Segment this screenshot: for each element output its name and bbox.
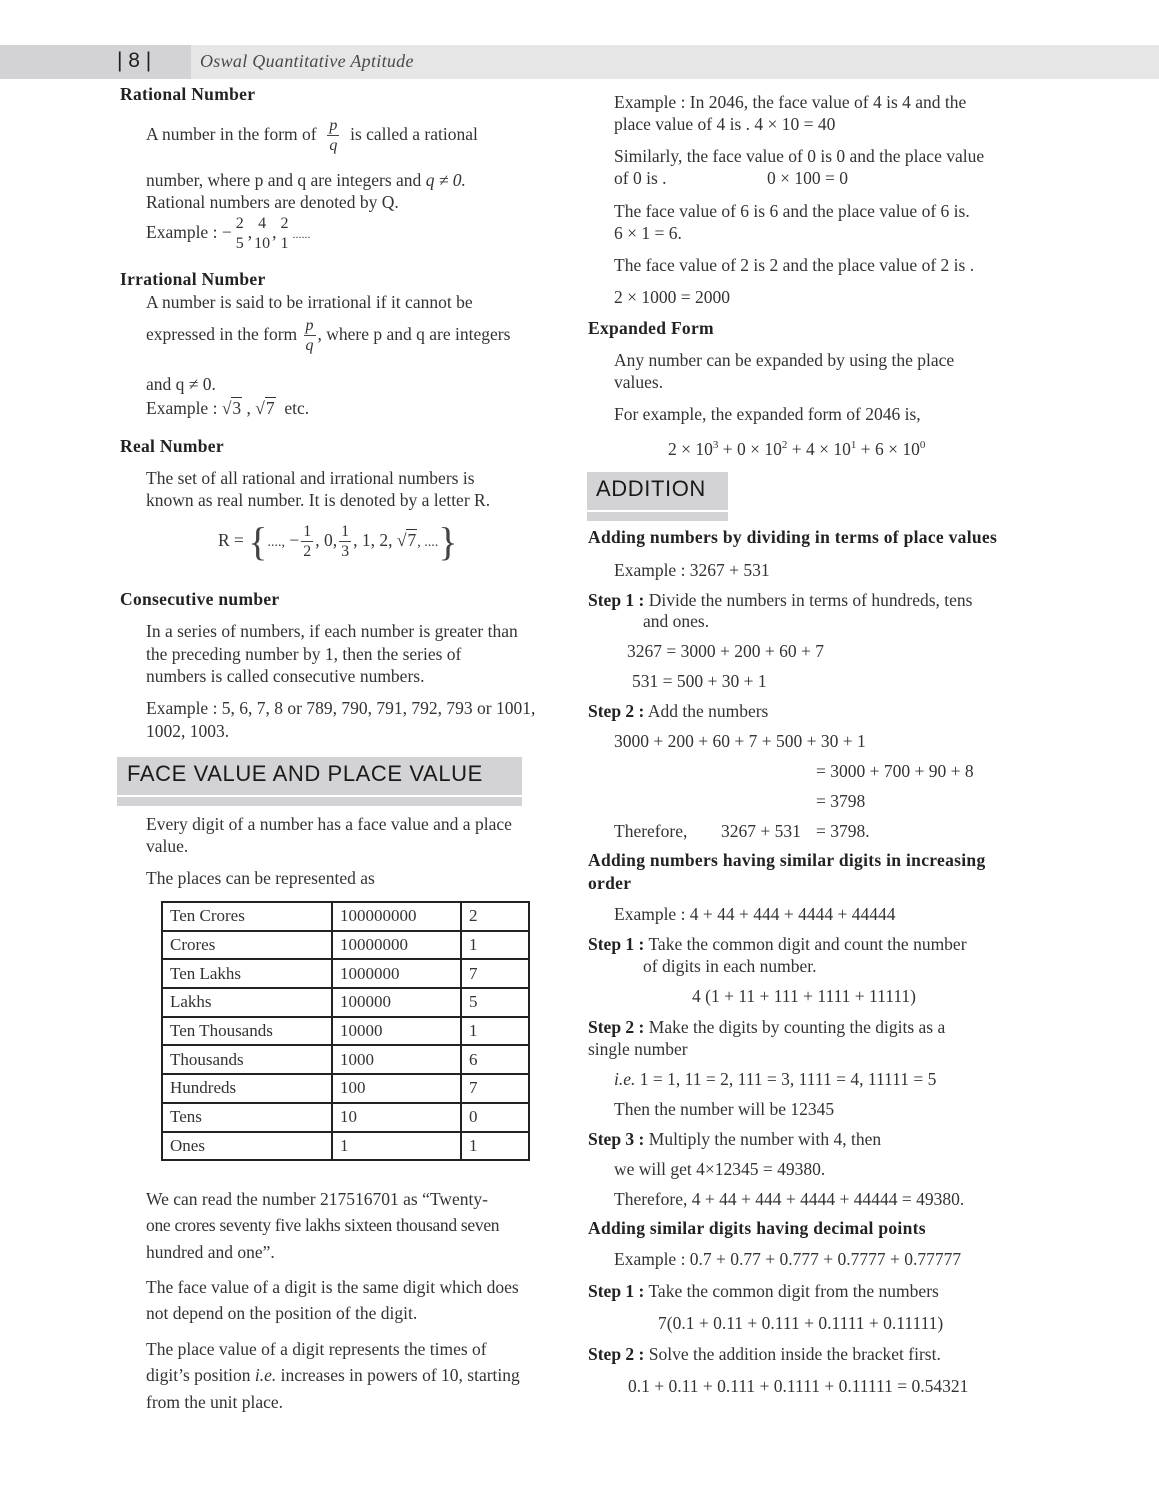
- table-row: Thousands 1000 6: [162, 1045, 529, 1074]
- place-value-def-line3: from the unit place.: [146, 1392, 284, 1412]
- rational-heading: Rational Number: [120, 84, 256, 104]
- real-set-equation: R = {...., − $\frac{1}{2}$ , 0, $\frac{1}{3}$ , 1, 2, √7, ....}: [218, 519, 458, 564]
- irrational-example: Example : √3 , √7 etc.: [146, 398, 310, 418]
- section-title-face-place: FACE VALUE AND PLACE VALUE: [127, 761, 483, 786]
- table-row: Lakhs 100000 5: [162, 988, 529, 1017]
- rational-line2: number, where p and q are integers and q ≠ 0.: [146, 170, 466, 190]
- text: A number in the form of: [146, 124, 317, 145]
- consecutive-line2: the preceding number by 1, then the series of: [146, 644, 462, 664]
- table-row: Ten Crores 100000000 2: [162, 902, 529, 931]
- method2-step2: Step 2 : Make the digits by counting the digits as a: [588, 1017, 946, 1037]
- place-value-def-line2: digit’s position i.e. increases in powers of 10, starting: [146, 1365, 520, 1385]
- read-number-line3: hundred and one”.: [146, 1242, 275, 1262]
- method2-eq2: i.e. 1 = 1, 11 = 2, 111 = 3, 1111 = 4, 11111 = 5: [614, 1069, 937, 1089]
- rational-example: Example : − 2 5 , 4 10 , 2 1 ......: [146, 215, 311, 252]
- method1-heading: Adding numbers by dividing in terms of place values: [588, 527, 998, 547]
- irrational-line1: A number is said to be irrational if it cannot be: [146, 292, 473, 312]
- method2-therefore: Therefore, 4 + 44 + 444 + 4444 + 44444 = 49380.: [614, 1189, 965, 1209]
- book-title: Oswal Quantitative Aptitude: [200, 51, 414, 71]
- method1-sum2: = 3000 + 700 + 90 + 8: [816, 761, 974, 781]
- real-line1: The set of all rational and irrational numbers is: [146, 468, 475, 488]
- read-number-line2: one crores seventy five lakhs sixteen thousand seven: [146, 1215, 500, 1235]
- fv-example2-line2a: of 0 is .: [614, 168, 667, 188]
- method2-step2-cont: single number: [588, 1039, 688, 1059]
- method2-eq1: 4 (1 + 11 + 111 + 1111 + 11111): [692, 986, 917, 1006]
- method3-heading: Adding similar digits having decimal points: [588, 1218, 926, 1238]
- method2-heading-line2: order: [588, 873, 632, 893]
- method1-step1: Step 1 : Divide the numbers in terms of hundreds, tens: [588, 590, 973, 610]
- fraction-p-over-q: $\frac{p}{q}$: [329, 117, 338, 154]
- section-title-addition: ADDITION: [596, 476, 706, 501]
- face-value-def-line1: The face value of a digit is the same digit which does: [146, 1277, 519, 1297]
- places-intro: The places can be represented as: [146, 868, 375, 888]
- table-row: Hundreds 100 7: [162, 1074, 529, 1103]
- fv-example3-line1: The face value of 6 is 6 and the place value of 6 is.: [614, 201, 970, 221]
- place-value-def-line1: The place value of a digit represents the times of: [146, 1339, 487, 1359]
- page-number: | 8 |: [117, 49, 152, 72]
- fv-example3-line2: 6 × 1 = 6.: [614, 223, 682, 243]
- table-row: Tens 10 0: [162, 1103, 529, 1132]
- irrational-heading: Irrational Number: [120, 269, 266, 289]
- face-value-def-line2: not depend on the position of the digit.: [146, 1303, 418, 1323]
- method1-step2: Step 2 : Add the numbers: [588, 701, 769, 721]
- text: is called a rational: [350, 124, 478, 145]
- method3-eq1: 7(0.1 + 0.11 + 0.111 + 0.1111 + 0.11111): [658, 1313, 944, 1333]
- expanded-heading: Expanded Form: [588, 318, 714, 338]
- fv-example1-line1: Example : In 2046, the face value of 4 is 4 and the: [614, 92, 967, 112]
- consecutive-heading: Consecutive number: [120, 589, 280, 609]
- method3-step1: Step 1 : Take the common digit from the numbers: [588, 1281, 939, 1301]
- page-header: [0, 45, 1159, 79]
- fv-example2-line2b: 0 × 100 = 0: [767, 168, 848, 188]
- method3-example: Example : 0.7 + 0.77 + 0.777 + 0.7777 + 0.77777: [614, 1249, 962, 1269]
- irrational-line3: and q ≠ 0.: [146, 374, 216, 394]
- real-line2: known as real number. It is denoted by a letter R.: [146, 490, 491, 510]
- method2-step3: Step 3 : Multiply the number with 4, then: [588, 1129, 882, 1149]
- consecutive-line1: In a series of numbers, if each number is greater than: [146, 621, 518, 641]
- rational-line3: Rational numbers are denoted by Q.: [146, 192, 399, 212]
- face-intro-line1: Every digit of a number has a face value and a place: [146, 814, 512, 834]
- fv-example1-line2: place value of 4 is . 4 × 10 = 40: [614, 114, 836, 134]
- method3-eq2: 0.1 + 0.11 + 0.111 + 0.1111 + 0.11111 = 0.54321: [628, 1376, 969, 1396]
- place-value-table: [161, 901, 530, 1161]
- table-row: Ones 1 1: [162, 1132, 529, 1161]
- face-intro-line2: value.: [146, 836, 189, 856]
- method3-step2: Step 2 : Solve the addition inside the bracket first.: [588, 1344, 941, 1364]
- method1-therefore-label: Therefore,: [614, 821, 688, 841]
- expanded-line2: values.: [614, 372, 664, 392]
- method2-step1: Step 1 : Take the common digit and count the number: [588, 934, 967, 954]
- consecutive-example2: 1002, 1003.: [146, 721, 230, 741]
- method2-example: Example : 4 + 44 + 444 + 4444 + 44444: [614, 904, 896, 924]
- rational-line1: [146, 118, 571, 154]
- method1-sum3: = 3798: [816, 791, 866, 811]
- table-row: Crores 10000000 1: [162, 931, 529, 960]
- table-row: Ten Lakhs 1000000 7: [162, 959, 529, 988]
- method2-heading-line1: Adding numbers having similar digits in increasing: [588, 850, 986, 870]
- consecutive-example1: Example : 5, 6, 7, 8 or 789, 790, 791, 792, 793 or 1001,: [146, 698, 536, 718]
- method1-eq2: 531 = 500 + 30 + 1: [632, 671, 767, 691]
- expanded-form-equation: $2 \times 10^3 + 0 \times 10^2 + 4 \times 10^1 + 6 \times 10^0$: [668, 438, 926, 459]
- fv-example4-line2: 2 × 1000 = 2000: [614, 287, 730, 307]
- method1-eq1: 3267 = 3000 + 200 + 60 + 7: [627, 641, 824, 661]
- expanded-line3: For example, the expanded form of 2046 is,: [614, 404, 921, 424]
- method1-therefore-result: = 3798.: [816, 821, 870, 841]
- fv-example2-line1: Similarly, the face value of 0 is 0 and the place value: [614, 146, 985, 166]
- method2-step3-cont: we will get 4×12345 = 49380.: [614, 1159, 826, 1179]
- method2-step1-cont: of digits in each number.: [643, 956, 817, 976]
- section-underline-bar: [587, 512, 728, 521]
- expanded-line1: Any number can be expanded by using the place: [614, 350, 955, 370]
- method1-example: Example : 3267 + 531: [614, 560, 770, 580]
- header-page-tab: [0, 45, 191, 79]
- read-number-line1: We can read the number 217516701 as “Twenty-: [146, 1189, 488, 1209]
- method1-sum1: 3000 + 200 + 60 + 7 + 500 + 30 + 1: [614, 731, 866, 751]
- table-row: Ten Thousands 10000 1: [162, 1017, 529, 1046]
- fv-example4-line1: The face value of 2 is 2 and the place value of 2 is .: [614, 255, 975, 275]
- method2-then: Then the number will be 12345: [614, 1099, 835, 1119]
- consecutive-line3: numbers is called consecutive numbers.: [146, 666, 425, 686]
- method1-therefore-eq: 3267 + 531: [721, 821, 801, 841]
- section-underline-bar: [117, 797, 522, 806]
- real-heading: Real Number: [120, 436, 224, 456]
- method1-step1-cont: and ones.: [643, 611, 710, 631]
- irrational-line2: expressed in the form $\frac{p}{q}$ , where p and q are integers: [146, 317, 511, 354]
